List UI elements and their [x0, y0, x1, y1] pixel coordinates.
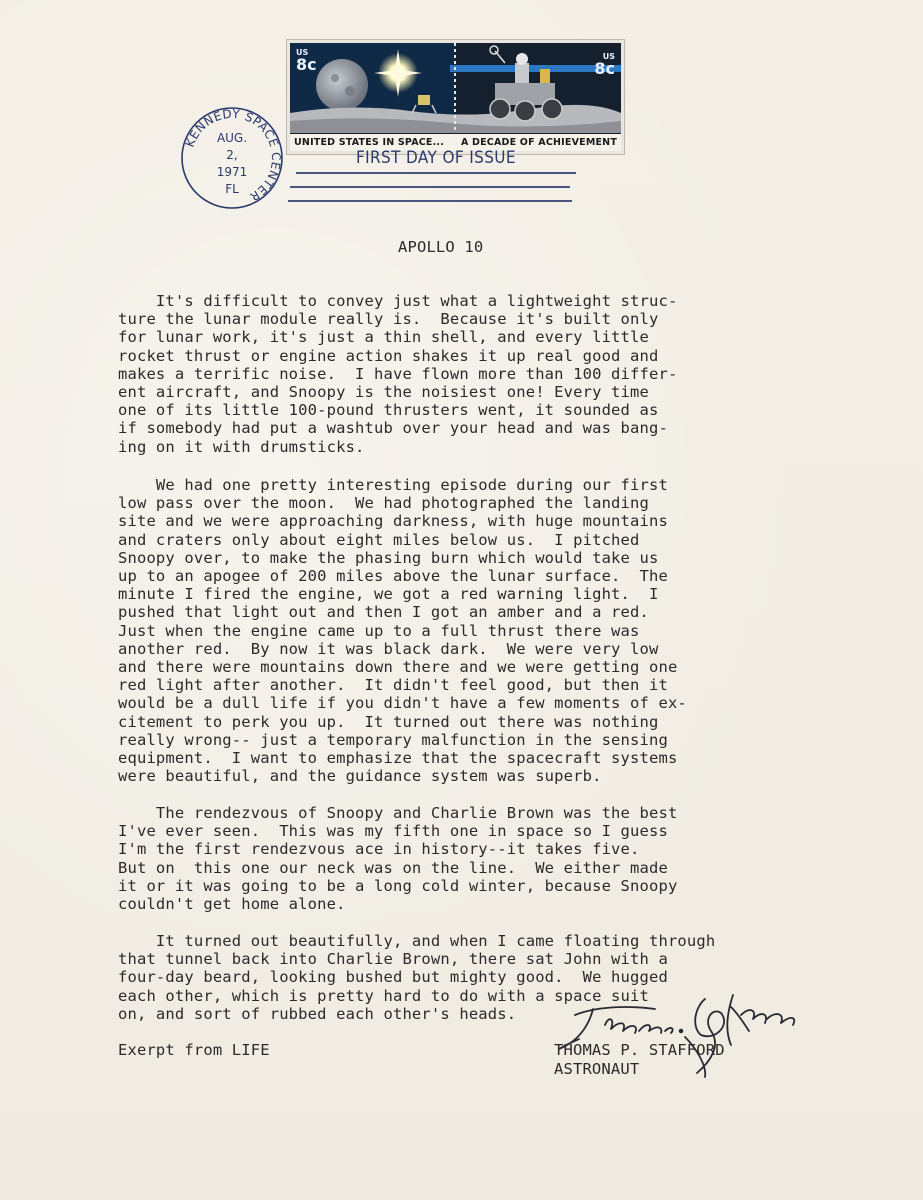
cancel-line-3	[288, 200, 572, 202]
stamp-denomination-left	[296, 49, 317, 73]
postmark-date	[178, 130, 286, 198]
paragraph-2: We had one pretty interesting episode during our first low pass over the moon. We had photographed the landing site and we were approaching darkness, with huge mountains and craters only about eight miles below us. I pitched Snoopy over, to make the phasing burn which would take us up to an apogee of 200 miles above the lunar surface. The minute I fired the engine, we got a red warning light. I pushed that light out and then I got an amber and a red. Just when the engine came up to a full thrust there was another red. By now it was black dark. We were very low and there were mountains down there and we were getting one red light after another. It didn't feel good, but then it would be a dull life if you didn't have a few moments of ex- citement to perk you up. It turned out there was nothing really wrong-- just a temporary malfunction in the sensing equipment. I want to emphasize that the spacecraft systems were beautiful, and the guidance system was superb.	[118, 476, 687, 786]
postmark-state: FL	[225, 182, 239, 196]
paragraph-1: It's difficult to convey just what a lightweight struc- ture the lunar module really is. Because it's built only for lunar work, it's just a thin shell, and every little rocket thrust or engine action shakes it up real good and makes a terrific noise. I have flown more than 100 differ- ent aircraft, and Snoopy is the noisiest one! Every time one of its little 100-pound thrusters went, it sounded as if somebody had put a washtub over your head and was bang- ing on it with drumsticks.	[118, 292, 678, 456]
postmark-ring-text: KENNEDY SPACE CENTER	[182, 106, 284, 204]
stamp-caption-right: A DECADE OF ACHIEVEMENT	[460, 137, 617, 148]
cancel-line-2	[290, 186, 570, 188]
cancel-line-1	[296, 172, 576, 174]
stamp-denomination-right	[594, 53, 615, 77]
stamp-value-left: 8c	[296, 55, 317, 74]
paragraph-3: The rendezvous of Snoopy and Charlie Brown was the best I've ever seen. This was my fifth one in space so I guess I'm the first rendezvous ace in history--it takes five. But on this one our neck was on the line. We either made it or it was going to be a long cold winter, because Snoopy couldn't get home alone.	[118, 804, 678, 914]
stamp-value-right: 8c	[594, 59, 615, 78]
source-note: Exerpt from LIFE	[118, 1041, 270, 1059]
handwritten-signature	[535, 985, 805, 1080]
first-day-of-issue-text: FIRST DAY OF ISSUE	[356, 148, 516, 168]
stamp-country-right: US	[602, 52, 615, 61]
postmark-month: AUG.	[216, 131, 248, 145]
stamp-caption-left: UNITED STATES IN SPACE...	[294, 137, 445, 148]
postmark-day: 2,	[226, 148, 238, 162]
postmark-year: 1971	[216, 165, 248, 179]
signer-title: ASTRONAUT	[554, 1060, 640, 1078]
document-title: APOLLO 10	[398, 238, 484, 256]
paragraph-4: It turned out beautifully, and when I came floating through that tunnel back into Charlie Brown, there sat John with a four-day beard, looking bushed but mighty good. We hugged each other, which is pretty hard to do with a space suit on, and sort of rubbed each other's heads.	[118, 932, 716, 1023]
signer-name: THOMAS P. STAFFORD	[554, 1041, 725, 1059]
stamp-country-left: US	[296, 48, 309, 57]
postmark	[178, 104, 286, 212]
postage-stamp	[287, 40, 624, 154]
